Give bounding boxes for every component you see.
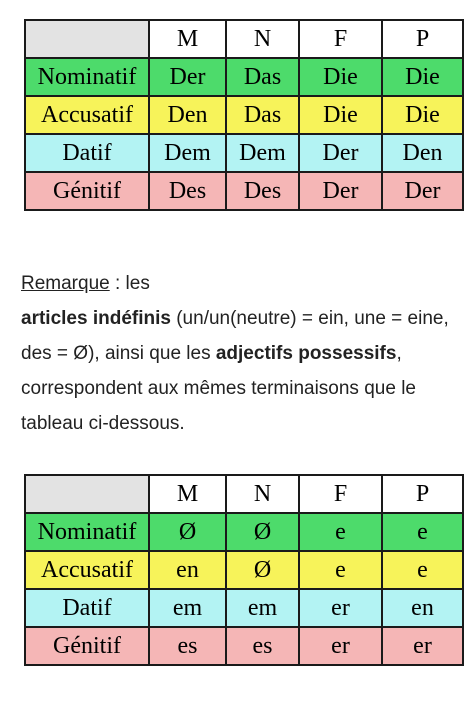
cell: Ø: [226, 551, 299, 589]
cell: Des: [226, 172, 299, 210]
row-genitif: [25, 627, 463, 665]
cell: Dem: [226, 134, 299, 172]
header-cell-f: F: [299, 20, 382, 58]
row-label: Accusatif: [25, 96, 149, 134]
cell: Der: [299, 172, 382, 210]
cell: Die: [382, 96, 463, 134]
row-accusatif: [25, 96, 463, 134]
remark-bold-possessive-adjectives: adjectifs possessifs: [215, 343, 397, 364]
cell: Ø: [226, 513, 299, 551]
cell: en: [149, 551, 226, 589]
corner-cell: [25, 475, 149, 513]
remark-text-2: , correspondent aux mêmes terminaisons que le tableau ci-dessous.: [21, 343, 416, 434]
header-cell-n: N: [226, 475, 299, 513]
cell: e: [382, 551, 463, 589]
cell: er: [382, 627, 463, 665]
remark-bold-indefinite-articles: articles indéfinis: [21, 308, 171, 329]
cell: Die: [382, 58, 463, 96]
header-cell-m: M: [149, 475, 226, 513]
header-row: [25, 20, 463, 58]
cell: e: [299, 551, 382, 589]
cell: es: [149, 627, 226, 665]
row-nominatif: [25, 58, 463, 96]
cell: Die: [299, 58, 382, 96]
row-label: Datif: [25, 589, 149, 627]
cell: em: [226, 589, 299, 627]
cell: Der: [382, 172, 463, 210]
header-row: [25, 475, 463, 513]
row-accusatif: [25, 551, 463, 589]
header-cell-n: N: [226, 20, 299, 58]
cell: Den: [149, 96, 226, 134]
row-label: Accusatif: [25, 551, 149, 589]
header-cell-m: M: [149, 20, 226, 58]
row-label: Nominatif: [25, 58, 149, 96]
cell: Das: [226, 96, 299, 134]
row-datif: [25, 589, 463, 627]
cell: Die: [299, 96, 382, 134]
cell: Das: [226, 58, 299, 96]
remark-paragraph: [21, 266, 461, 441]
cell: em: [149, 589, 226, 627]
cell: Ø: [149, 513, 226, 551]
cell: en: [382, 589, 463, 627]
remark-separator: : les: [109, 273, 150, 294]
corner-cell: [25, 20, 149, 58]
row-label: Génitif: [25, 172, 149, 210]
cell: es: [226, 627, 299, 665]
cell: Des: [149, 172, 226, 210]
cell: e: [299, 513, 382, 551]
row-label: Génitif: [25, 627, 149, 665]
cell: Der: [299, 134, 382, 172]
cell: Dem: [149, 134, 226, 172]
definite-article-table: [24, 19, 464, 211]
row-datif: [25, 134, 463, 172]
row-label: Nominatif: [25, 513, 149, 551]
ending-table: [24, 474, 464, 666]
row-genitif: [25, 172, 463, 210]
cell: Der: [149, 58, 226, 96]
header-cell-p: P: [382, 475, 463, 513]
cell: er: [299, 589, 382, 627]
cell: Den: [382, 134, 463, 172]
cell: er: [299, 627, 382, 665]
row-nominatif: [25, 513, 463, 551]
remark-text-1: (un/un(neutre) = ein, une = eine, des = Ø), ainsi que les: [21, 308, 449, 364]
header-cell-p: P: [382, 20, 463, 58]
row-label: Datif: [25, 134, 149, 172]
remark-title: Remarque: [21, 273, 110, 294]
header-cell-f: F: [299, 475, 382, 513]
cell: e: [382, 513, 463, 551]
